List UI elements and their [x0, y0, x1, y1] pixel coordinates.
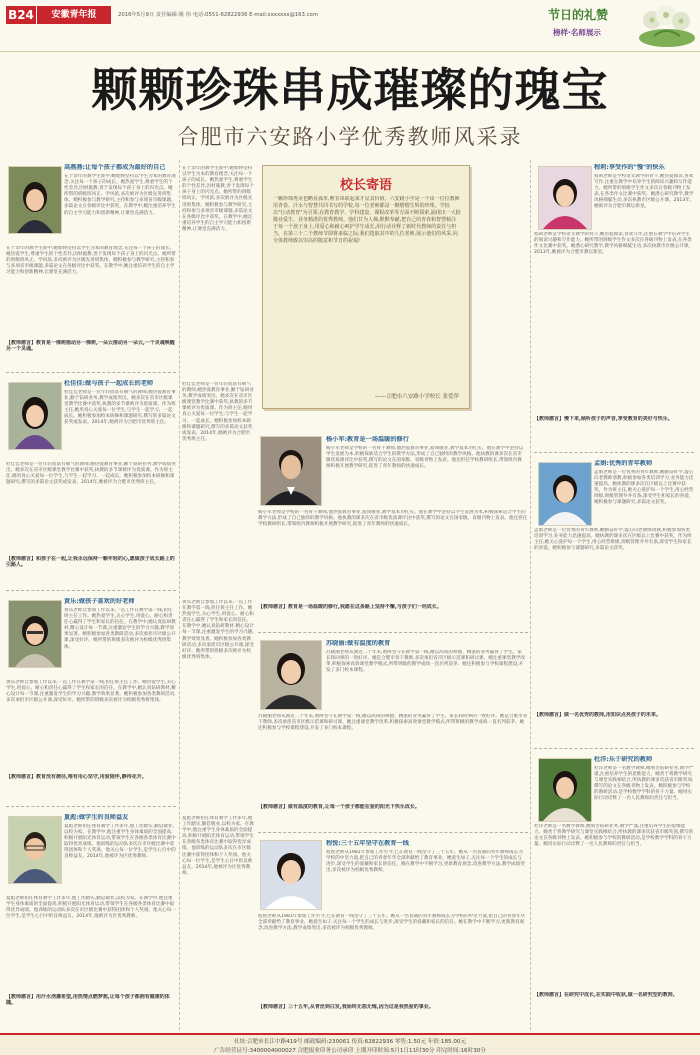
profile-card — [6, 160, 176, 370]
divider — [6, 590, 176, 591]
principal-box — [262, 165, 470, 409]
profile-title: 高燕燕:让每个孩子都成为最好的自己 — [64, 164, 166, 171]
divider — [258, 832, 528, 833]
profile-card — [534, 752, 694, 1028]
principal-title: 校长寄语 — [339, 178, 392, 193]
teacher-quote: 【教师感言】教育是一场温暖的修行,我愿在这条路上坚持不懈,与孩子们一同成长。 — [258, 604, 442, 610]
teacher-quote: 【教师感言】慢下来,倾听孩子的声音,享受教育的美好与快乐。 — [534, 416, 673, 422]
column-text: 黄乐老师自参加工作以来,一直工作在教学第一线,担任班主任工作。她热爱学生,关心学生,用爱心、耐心和责任心赢得了学生和家长的信任。在教学中,她认真钻研教材,精心设计每一节课,注重激发学生的学习兴趣,教学效果显著。她积极参加各类教研活动,多次承担市区级公开课,深受好评。她所带的班级多次被评为校级优秀班集体。 — [182, 600, 254, 660]
section-subtitle: 榜样·名师展示 — [553, 28, 601, 37]
teacher-photo — [538, 462, 592, 526]
profile-card — [258, 432, 528, 632]
profile-card — [6, 376, 176, 588]
teacher-quote: 【教师感言】在研究中成长,在实践中收获,做一名研究型的教师。 — [534, 992, 678, 998]
divider — [6, 806, 176, 807]
profile-title: 程悦:三十五年坚守在教育一线 — [326, 840, 409, 847]
subheadline: 合肥市六安路小学优秀教师风采录 — [177, 125, 523, 149]
profile-title: 杜洋:乐于研究的教师 — [594, 756, 653, 763]
profile-card — [6, 810, 176, 1028]
footer-line: 广告经营证号:3400004000027 合肥报业印务公司承印 上期开印时间:5月1日11时30分 印完时间:16时30分 — [214, 1048, 486, 1054]
page-number-badge — [6, 6, 36, 24]
profile-title: 程莉:享受作的"慢"的快乐 — [594, 164, 665, 171]
profile-body-cont: 杜洋老师是一名数学教师,她刻苦钻研业务,教学严谨,注重培养学生的思维能力。她善于将教学研究与课堂实践相结合,所执教的课多次获省市级奖项,撰写的论文在各级刊物上发表。她积极参与学校的教研活动,是学校数学学科的骨干力量。她用实际行动诠释了一名人民教师的责任与担当。 — [534, 824, 694, 848]
profile-card — [6, 594, 176, 804]
flower-decoration-icon — [636, 2, 698, 48]
profile-body: 孟娟老师是一位优秀的青年教师,她勤奋好学,虚心向老教师请教,积极参加各类培训学习,业务能力迅速提高。她执教的课多次在区级以上比赛中获奖。作为班主任,她关心爱护每一个学生,用心经营班级,班级管理井井有条,深受学生和家长的喜爱。她积极参与课题研究,多篇论文获奖。 — [594, 470, 694, 506]
column-text: 杜佳佳老师是一位年轻而富有朝气的教师,她热爱教育事业,勤于钻研业务,教学成绩突出。她多次在省市区级课堂教学比赛中获奖,执教的多节课被评为优质课。作为班主任,她用真心关爱每一位学生,与学生一起学习、一起成长。她积极参加校本研修和课题研究,撰写的多篇论文获奖或发表。2014年,她被评为合肥市优秀班主任。 — [182, 382, 254, 442]
profile-body-cont: 孟娟老师是一位优秀的青年教师,她勤奋好学,虚心向老教师请教,积极参加各类培训学习,业务能力迅速提高。她执教的课多次在区级以上比赛中获奖。作为班主任,她关心爱护每一个学生,用心经营班级,班级管理井井有条,深受学生和家长的喜爱。她积极参与课题研究,多篇论文获奖。 — [534, 528, 692, 552]
profile-body: 程悦老师从1981年参加工作至今,已在教育一线坚守了三十五年。她从一名普通的青年教师成长为学校的中坚力量,把自己的青春年华全部奉献给了教育事业。她爱生如子,关注每一个学生的成长与进步,深受学生的爱戴和家长的信任。她在教学中不断学习,更新教育观念,改进教学方法,教学成绩突出,多次被评为校级优秀教师。 — [326, 850, 525, 874]
profile-body-cont: 杜佳佳老师是一位年轻而富有朝气的教师,她热爱教育事业,勤于钻研业务,教学成绩突出。她多次在省市区级课堂教学比赛中获奖,执教的多节课被评为优质课。作为班主任,她用真心关爱每一位学生,与学生一起学习、一起成长。她积极参加校本研修和课题研究,撰写的多篇论文获奖或发表。2014年,她被评为合肥市优秀班主任。 — [6, 462, 176, 486]
profile-card — [534, 456, 694, 746]
teacher-quote: 【教师感言】和孩子在一起,让我永远保持一颗年轻的心,愿做孩子成长路上的引路人。 — [6, 556, 175, 569]
right-column — [534, 160, 694, 1030]
teacher-photo — [538, 758, 592, 822]
profile-body: 杜佳佳老师是一位年轻而富有朝气的教师,她热爱教育事业,勤于钻研业务,教学成绩突出。她多次在省市区级课堂教学比赛中获奖,执教的多节课被评为优质课。作为班主任,她用真心关爱每一位学生,与学生一起学习、一起成长。她积极参加校本研修和课题研究,撰写的多篇论文获奖或发表。2014年,她被评为合肥市优秀班主任。 — [64, 390, 176, 426]
teacher-quote: 【教师感言】做有温度的教育,让每一个孩子都能在爱的阳光下快乐成长。 — [258, 804, 420, 810]
profile-title: 黄乐:做孩子喜欢的好老师 — [64, 598, 135, 605]
page-number: B24 — [8, 8, 34, 22]
headline: 颗颗珍珠串成璀璨的瑰宝 — [91, 63, 609, 117]
paper-name-bar — [37, 6, 111, 24]
profile-title: 苏晓丽:做有温度的教育 — [326, 640, 391, 647]
left-column — [6, 160, 176, 1030]
teacher-photo — [260, 640, 322, 710]
teacher-quote: 【教师感言】做一名优秀的教师,用知识点亮孩子的未来。 — [534, 712, 661, 718]
footer-line: 社址:合肥市长江中路419号 邮政编码:230061 传真:62822936 零售:1.50元 年价:185.00元 — [233, 1039, 467, 1045]
profile-body: 程莉老师是学校语文教学的骨干,她热爱阅读,喜欢写作,注重在教学中培养学生的阅读兴趣和写作能力。她所带的班级学生作文多次在各级刊物上发表,在各类作文比赛中获奖。她潜心研究教学,教学风格细腻生动,多次执教市区级公开课。2013年,她被评为合肥市教坛新星。 — [594, 174, 694, 210]
profile-body-cont: 杨小军老师是学校的一名骨干教师,他热爱教育事业,爱岗敬业,教学基本功扎实。他在教学中坚持以学生发展为本,积极探索适合学生的教学方法,形成了自己独特的教学风格。他执教的课多次在省市级优质课评比中获奖,撰写的论文在国家级、省级刊物上发表。他还担任学校教研组长,带领组内教师积极开展教学研究,促进了青年教师的快速成长。 — [258, 510, 528, 528]
divider — [258, 632, 528, 633]
paper-name: 安徽青年报 — [51, 10, 97, 20]
center-column — [258, 432, 528, 1032]
section-title: 节日的礼赞 — [548, 8, 609, 22]
principal-signature: ——合肥市六安路小学校长 张爱萍 — [374, 394, 459, 400]
column-rule — [179, 160, 180, 1030]
profile-title: 杨小军:教育是一场温暖的修行 — [326, 436, 409, 443]
profile-body-cont: 夏彪老师担任体育教学工作多年,他工作踏实,勤恳敬业,以校为家。在教学中,他注重学生身体素质的全面提高,积极开展阳光体育运动,带领学生在各级各类体育比赛中取得优异成绩。他训练的运动队多次在市区级比赛中获得团体和个人奖项。他关心每一位学生,是学生心目中的良师益友。2014年,他被评为区优秀教师。 — [6, 896, 176, 920]
teacher-photo — [8, 382, 62, 450]
profile-title: 孟娟:优秀的青年教师 — [594, 460, 653, 467]
profile-body: 黄乐老师自参加工作以来,一直工作在教学第一线,担任班主任工作。她热爱学生,关心学生,用爱心、耐心和责任心赢得了学生和家长的信任。在教学中,她认真钻研教材,精心设计每一节课,注重激发学生的学习兴趣,教学效果显著。她积极参加各类教研活动,多次承担市区级公开课,深受好评。她所带的班级多次被评为校级优秀班集体。 — [64, 608, 176, 650]
profile-body-cont: 在十余年的教学生涯中,她始终坚持以学生为本的教育理念,关注每一个孩子的成长。她热爱学生,尊重学生的个性差异,因材施教,善于发现每个孩子身上的闪光点。她所带的班级班风正、学风浓,多次被评为区级先进班集体。她积极参与教学研究,主持和参与多项省市级课题,多篇论文在各级评比中获奖。在教学中,她注重培养学生的自主学习能力和创新精神,让课堂充满活力。 — [6, 246, 176, 276]
profile-body: 杨小军老师是学校的一名骨干教师,他热爱教育事业,爱岗敬业,教学基本功扎实。他在教学中坚持以学生发展为本,积极探索适合学生的教学方法,形成了自己独特的教学风格。他执教的课多次在省市级优质课评比中获奖,撰写的论文在国家级、省级刊物上发表。他还担任学校教研组长,带领组内教师积极开展教学研究,促进了青年教师的快速成长。 — [326, 446, 524, 470]
profile-body-cont: 苏晓丽老师从教近二十年来,始终坚守在教学第一线,她以高尚的师德、精湛的业务赢得了学生、家长和同事的一致好评。她是合肥市骨干教师,多次承担省市区级示范课和研讨课。她注重课堂教学改革,积极探索高效课堂教学模式,所带班级的教学成绩一直名列前茅。她还积极参与学校课程建设,开发了多门校本课程。 — [258, 714, 528, 732]
footer — [0, 1033, 700, 1055]
profile-title: 杜佳佳:做与孩子一起成长的老师 — [64, 380, 154, 387]
teacher-quote: 【教师感言】用汗水浇灌希望,用热情点燃梦想,让每个孩子都拥有健康的体魄。 — [6, 994, 170, 1007]
profile-body: 在十余年的教学生涯中,她始终坚持以学生为本的教育理念,关注每一个孩子的成长。她热爱学生,尊重学生的个性差异,因材施教,善于发现每个孩子身上的闪光点。她所带的班级班风正、学风浓,多次被评为区级先进班集体。她积极参与教学研究,主持和参与多项省市级课题,多篇论文在各级评比中获奖。在教学中,她注重培养学生的自主学习能力和创新精神,让课堂充满活力。 — [64, 174, 176, 216]
left-mid-column — [182, 160, 254, 1030]
teacher-photo — [8, 600, 62, 668]
teacher-quote: 【教师感言】教育是一棵树摇动另一棵树,一朵云推动另一朵云,一个灵魂唤醒另一个灵魂。 — [6, 340, 175, 353]
teacher-photo — [538, 166, 592, 230]
column-text: 夏彪老师担任体育教学工作多年,他工作踏实,勤恳敬业,以校为家。在教学中,他注重学生身体素质的全面提高,积极开展阳光体育运动,带领学生在各级各类体育比赛中取得优异成绩。他训练的运动队多次在市区级比赛中获得团体和个人奖项。他关心每一位学生,是学生心目中的良师益友。2014年,他被评为区优秀教师。 — [182, 816, 254, 876]
teacher-quote: 【教师感言】三十五年,从青丝到白发,我始终无怨无悔,因为这是我热爱的事业。 — [258, 1004, 434, 1010]
masthead-meta: 2016年5月9日 责任编辑:姚 伟 电话:0551-62822936 E-mail:xxxxxxx@163.com — [118, 12, 318, 18]
column-text: 在十余年的教学生涯中,她始终坚持以学生为本的教育理念,关注每一个孩子的成长。她热爱学生,尊重学生的个性差异,因材施教,善于发现每个孩子身上的闪光点。她所带的班级班风正、学风浓,多次被评为区级先进班集体。她积极参与教学研究,主持和参与多项省市级课题,多篇论文在各级评比中获奖。在教学中,她注重培养学生的自主学习能力和创新精神,让课堂充满活力。 — [182, 166, 254, 232]
profile-body-cont: 程悦老师从1981年参加工作至今,已在教育一线坚守了三十五年。她从一名普通的青年教师成长为学校的中坚力量,把自己的青春年华全部奉献给了教育事业。她爱生如子,关注每一个学生的成长与进步,深受学生的爱戴和家长的信任。她在教学中不断学习,更新教育观念,改进教学方法,教学成绩突出,多次被评为校级优秀教师。 — [258, 914, 526, 932]
masthead — [0, 0, 700, 52]
profile-body: 苏晓丽老师从教近二十年来,始终坚守在教学第一线,她以高尚的师德、精湛的业务赢得了学生、家长和同事的一致好评。她是合肥市骨干教师,多次承担省市区级示范课和研讨课。她注重课堂教学改革,积极探索高效课堂教学模式,所带班级的教学成绩一直名列前茅。她还积极参与学校课程建设,开发了多门校本课程。 — [326, 650, 525, 674]
teacher-photo — [8, 816, 62, 884]
divider — [534, 452, 694, 453]
column-rule — [530, 160, 531, 1030]
profile-body-cont: 程莉老师是学校语文教学的骨干,她热爱阅读,喜欢写作,注重在教学中培养学生的阅读兴趣和写作能力。她所带的班级学生作文多次在各级刊物上发表,在各类作文比赛中获奖。她潜心研究教学,教学风格细腻生动,多次执教市区级公开课。2013年,她被评为合肥市教坛新星。 — [534, 232, 694, 256]
profile-card — [534, 160, 694, 450]
principal-text: 一颗珍珠再美也略显孤单,唯有串联起来才显其价值。六安路小学是一个由一位位教师用青春、汗水与智慧共同书写的学校,每一位老师都是一颗熠熠生辉的珍珠。学校以"行动教育"为引领,在教育教学、学科建设、课程改革等方面不断探索,涌现出一大批敬业爱生、业务精湛的优秀教师。他们甘为人梯,默默奉献,把自己的青春和智慧倾注于每一个孩子身上,用爱心和耐心呵护学生成长,用行动诠释了新时代教师的责任与担当。在第三十二个教师节即将来临之际,我们选取其中的几位老师,展示他们的风采,向全体教师致以崇高的敬意和节日的祝福! — [273, 196, 461, 244]
profile-body: 杜洋老师是一名数学教师,她刻苦钻研业务,教学严谨,注重培养学生的思维能力。她善于将教学研究与课堂实践相结合,所执教的课多次获省市级奖项,撰写的论文在各级刊物上发表。她积极参与学校的教研活动,是学校数学学科的骨干力量。她用实际行动诠释了一名人民教师的责任与担当。 — [594, 766, 694, 802]
profile-body: 夏彪老师担任体育教学工作多年,他工作踏实,勤恳敬业,以校为家。在教学中,他注重学生身体素质的全面提高,积极开展阳光体育运动,带领学生在各级各类体育比赛中取得优异成绩。他训练的运动队多次在市区级比赛中获得团体和个人奖项。他关心每一位学生,是学生心目中的良师益友。2014年,他被评为区优秀教师。 — [64, 824, 176, 860]
teacher-quote: 【教师感言】教育没有捷径,唯有用心坚守,用爱陪伴,静待花开。 — [6, 774, 147, 780]
divider — [534, 748, 694, 749]
profile-card — [258, 836, 528, 1032]
teacher-photo — [260, 436, 322, 506]
teacher-photo — [8, 166, 62, 234]
teacher-photo — [260, 840, 322, 910]
profile-body-cont: 黄乐老师自参加工作以来,一直工作在教学第一线,担任班主任工作。她热爱学生,关心学生,用爱心、耐心和责任心赢得了学生和家长的信任。在教学中,她认真钻研教材,精心设计每一节课,注重激发学生的学习兴趣,教学效果显著。她积极参加各类教研活动,多次承担市区级公开课,深受好评。她所带的班级多次被评为校级优秀班集体。 — [6, 680, 176, 704]
profile-title: 夏彪:做学生的良师益友 — [64, 814, 129, 821]
divider — [6, 372, 176, 373]
profile-card — [258, 636, 528, 832]
